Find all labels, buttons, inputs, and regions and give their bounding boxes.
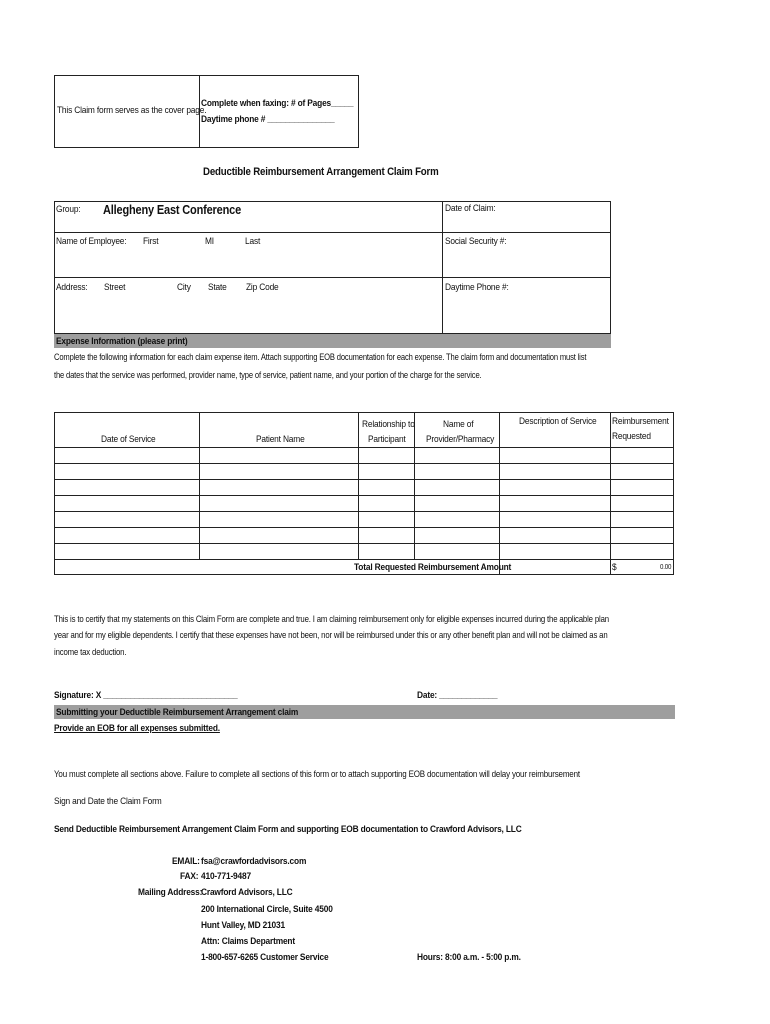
ssn-field[interactable]: Social Security #: (445, 236, 507, 247)
certify-line-1: This is to certify that my statements on this Claim Form are complete and true. I am claiming reimbursement only for eligible expenses incurred during the applicable plan (54, 614, 609, 625)
form-title: Deductible Reimbursement Arrangement Claim Form (203, 166, 439, 178)
col-header-relationship-1: Relationship to (362, 419, 415, 430)
daytime-phone-field[interactable]: Daytime Phone #: (445, 282, 509, 293)
currency-symbol: $ (612, 562, 617, 573)
street-field[interactable]: Street (104, 282, 126, 293)
employee-box-divider (442, 201, 443, 334)
table-row-line (54, 447, 674, 448)
total-label: Total Requested Reimbursement Amount (354, 562, 512, 573)
certify-line-3: income tax deduction. (54, 647, 127, 658)
expense-instructions-2: the dates that the service was performed, provider name, type of service, patient name, and your portion of the charge for the service. (54, 370, 482, 381)
col-header-reimbursement-1: Reimbursement (612, 416, 669, 427)
col-divider-5 (610, 412, 611, 575)
last-name-field[interactable]: Last (245, 236, 261, 247)
mi-field[interactable]: MI (205, 236, 214, 247)
employee-name-label: Name of Employee: (56, 236, 127, 247)
expense-header: Expense Information (please print) (56, 336, 188, 347)
table-row-line (54, 495, 674, 496)
table-row-line (54, 479, 674, 480)
table-row-line (54, 463, 674, 464)
expense-instructions-1: Complete the following information for each claim expense item. Attach supporting EOB documentation for each expense. The claim form and documentation must list (54, 352, 587, 363)
mailing-address-line-1: Crawford Advisors, LLC (201, 887, 293, 898)
provide-eob-note: Provide an EOB for all expenses submitted. (54, 723, 220, 734)
fax-pages-line[interactable]: Complete when faxing: # of Pages_____ (201, 98, 354, 109)
col-header-provider-1: Name of (443, 419, 474, 430)
col-divider-4 (499, 412, 500, 575)
table-row-line (54, 511, 674, 512)
address-label: Address: (56, 282, 88, 293)
mailing-address-line-2: 200 International Circle, Suite 4500 (201, 904, 333, 915)
office-hours: Hours: 8:00 a.m. - 5:00 p.m. (417, 952, 521, 963)
col-divider-2 (358, 412, 359, 560)
col-divider-3 (414, 412, 415, 560)
submitting-header: Submitting your Deductible Reimbursement Arrangement claim (56, 707, 299, 718)
sign-date-note: Sign and Date the Claim Form (54, 796, 162, 807)
state-field[interactable]: State (208, 282, 227, 293)
col-header-relationship-2: Participant (368, 434, 406, 445)
table-row-line (54, 559, 674, 560)
table-row-line (54, 543, 674, 544)
col-header-reimbursement-2: Requested (612, 431, 651, 442)
email-label: EMAIL: (172, 856, 200, 867)
mailing-address-line-3: Hunt Valley, MD 21031 (201, 920, 285, 931)
col-header-provider-2: Provider/Pharmacy (426, 434, 495, 445)
fax-label: FAX: (180, 871, 199, 882)
mailing-address-label: Mailing Address: (138, 887, 203, 898)
cover-left-text: This Claim form serves as the cover page. (57, 105, 207, 116)
group-value: Allegheny East Conference (103, 203, 242, 217)
email-value[interactable]: fsa@crawfordadvisors.com (201, 856, 307, 867)
table-row-line (54, 527, 674, 528)
daytime-phone-line[interactable]: Daytime phone # _______________ (201, 114, 335, 125)
date-of-claim-field[interactable]: Date of Claim: (445, 203, 496, 214)
col-header-description: Description of Service (519, 416, 597, 427)
col-header-date: Date of Service (101, 434, 156, 445)
fax-value: 410-771-9487 (201, 871, 251, 882)
total-value: 0.00 (660, 564, 672, 571)
signature-date-field[interactable]: Date: _____________ (417, 690, 498, 701)
col-header-patient: Patient Name (256, 434, 305, 445)
row-divider-2 (54, 277, 611, 278)
row-divider-1 (54, 232, 611, 233)
col-divider-1 (199, 412, 200, 560)
signature-field[interactable]: Signature: X ______________________________ (54, 690, 238, 701)
send-instructions: Send Deductible Reimbursement Arrangement Claim Form and supporting EOB documentation to Crawford Advisors, LLC (54, 824, 522, 835)
group-label: Group: (56, 204, 81, 215)
mailing-address-line-4: Attn: Claims Department (201, 936, 295, 947)
certify-line-2: year and for my eligible dependents. I certify that these expenses have not been, nor will be reimbursed under this or any other benefit plan and will not be claimed as an (54, 630, 608, 641)
customer-service-phone: 1-800-657-6265 Customer Service (201, 952, 329, 963)
first-name-field[interactable]: First (143, 236, 159, 247)
employee-info-box (54, 201, 611, 334)
complete-sections-note: You must complete all sections above. Failure to complete all sections of this form or to attach supporting EOB documentation will delay your reimbursement (54, 769, 580, 780)
zip-field[interactable]: Zip Code (246, 282, 279, 293)
city-field[interactable]: City (177, 282, 191, 293)
